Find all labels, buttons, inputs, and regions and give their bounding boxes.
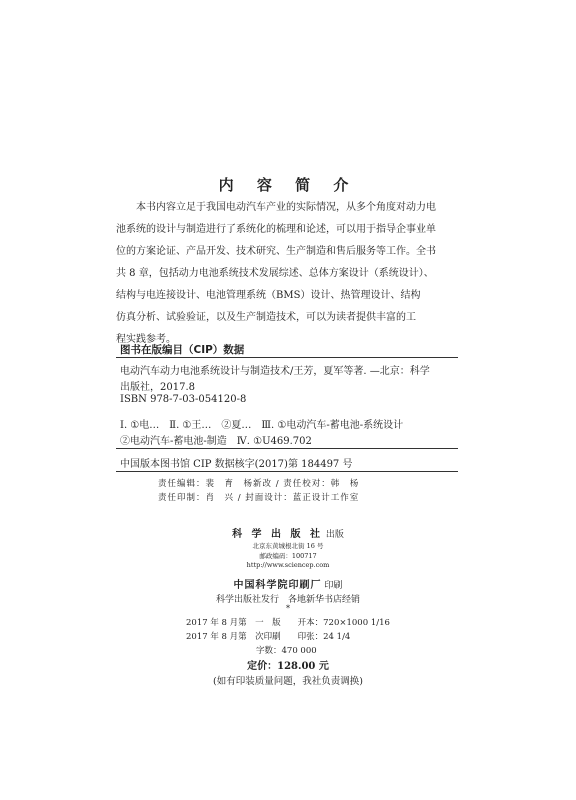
intro-line: 程实践参考。 xyxy=(116,334,176,345)
cip-top-rule xyxy=(116,357,458,358)
cip-line: 电动汽车动力电池系统设计与制造技术/王芳，夏军等著. —北京：科学 xyxy=(120,366,430,377)
publisher-website: http://www.sciencep.com xyxy=(246,561,330,569)
printer-line xyxy=(0,576,576,591)
staff-production: 责任印制：肖 兴 / 封面设计：蓝正设计工作室 xyxy=(158,493,360,503)
separator-asterisk: * xyxy=(286,604,290,613)
cip-line: Ⅰ. ①电… Ⅱ. ①王… ②夏… Ⅲ. ①电动汽车-蓄电池-系统设计 xyxy=(120,420,404,431)
cip-heading: 图书在版编目（CIP）数据 xyxy=(120,344,245,356)
distribution-line: 科学出版社发行 各地新华书店经销 xyxy=(215,595,360,605)
printing-line: 2017 年 8 月第 次印刷 印张：24 1/4 xyxy=(186,632,351,642)
publisher-action: 出版 xyxy=(325,530,344,540)
intro-line: 共 8 章，包括动力电池系统技术发展综述、总体方案设计（系统设计）、 xyxy=(116,268,434,279)
cip-line: ISBN 978-7-03-054120-8 xyxy=(120,394,247,405)
publisher-line xyxy=(0,525,576,540)
printer-action: 印刷 xyxy=(324,581,343,591)
intro-line: 位的方案论证、产品开发、技术研究、生产制造和售后服务等工作。全书 xyxy=(116,246,436,257)
page-title: 内 容 简 介 xyxy=(218,176,358,194)
publisher-name: 科 学 出 版 社 xyxy=(232,529,324,540)
intro-paragraph xyxy=(116,197,456,351)
intro-line: 仿真分析、试验验证，以及生产制造技术，可以为读者提供丰富的工 xyxy=(116,312,416,323)
word-count: 字数：470 000 xyxy=(256,646,317,656)
intro-line: 池系统的设计与制造进行了系统化的梳理和论述，可以用于指导企事业单 xyxy=(116,224,436,235)
publisher-postcode: 邮政编码：100717 xyxy=(259,552,317,560)
edition-line: 2017 年 8 月第 一 版 开本：720×1000 1/16 xyxy=(186,618,390,628)
cip-mid-rule xyxy=(116,448,458,449)
intro-line: 本书内容立足于我国电动汽车产业的实际情况，从多个角度对动力电 xyxy=(136,202,436,213)
printer-name: 中国科学院印刷厂 xyxy=(233,580,322,591)
intro-line: 结构与电连接设计、电池管理系统（BMS）设计、热管理设计、结构 xyxy=(116,290,421,301)
cip-bottom-rule xyxy=(116,471,458,472)
publisher-address: 北京东黄城根北街 16 号 xyxy=(252,542,324,550)
staff-editors: 责任编辑：裴 育 杨新改 / 责任校对：韩 杨 xyxy=(158,479,360,489)
cip-record: 中国版本图书馆 CIP 数据核字(2017)第 184497 号 xyxy=(120,459,353,470)
price: 定价：128.00 元 xyxy=(247,661,329,672)
cip-line: ②电动汽车-蓄电池-制造 Ⅳ. ①U469.702 xyxy=(120,436,312,447)
quality-notice: (如有印装质量问题，我社负责调换) xyxy=(213,676,363,687)
cip-line: 出版社，2017.8 xyxy=(120,382,195,393)
